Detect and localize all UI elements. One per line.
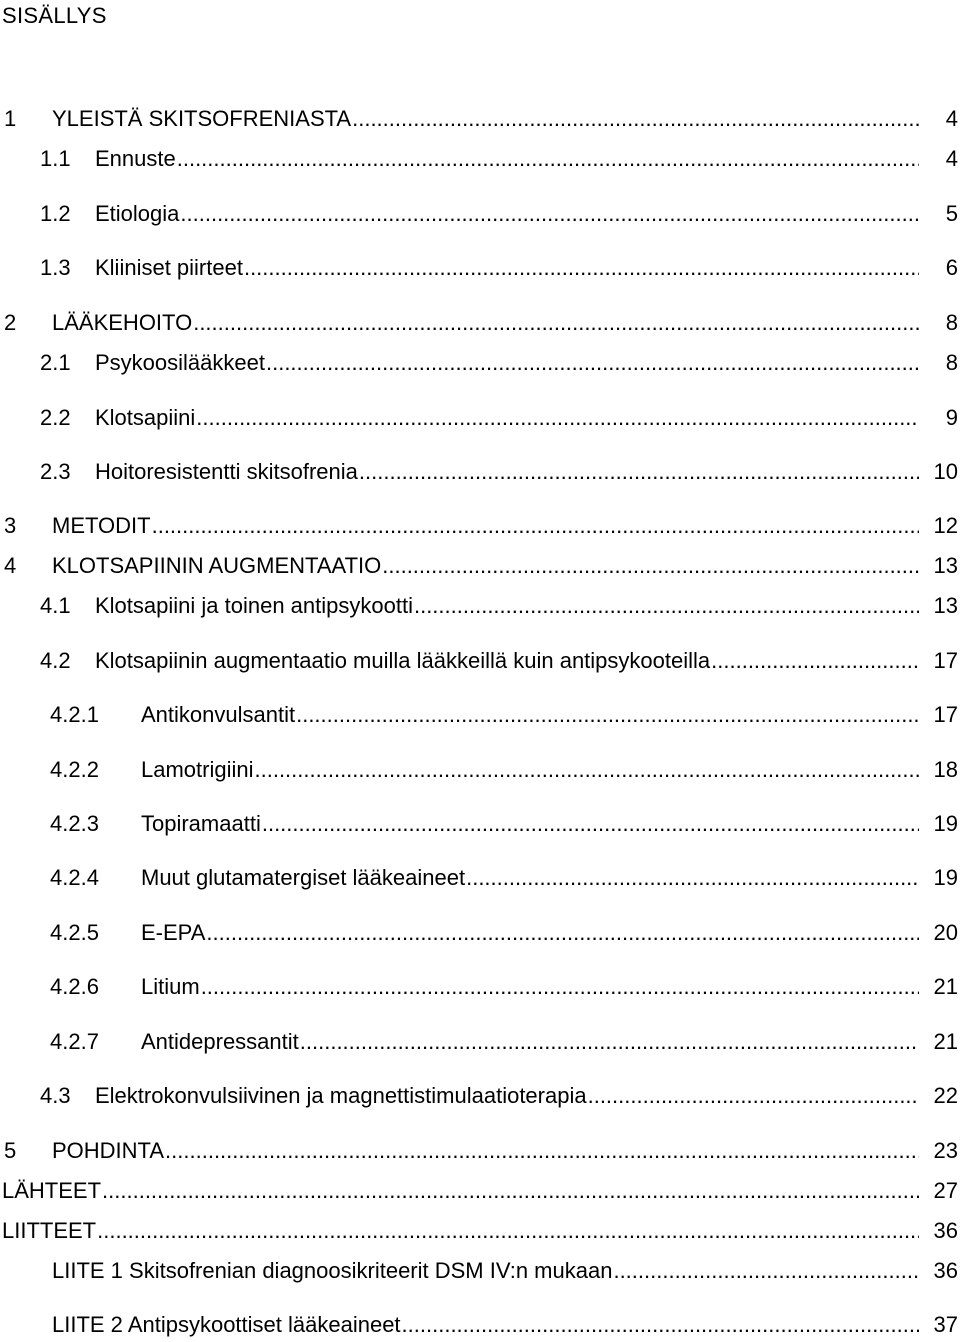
toc-entry-number: 1 bbox=[4, 106, 17, 131]
toc-entry-page-number: 6 bbox=[945, 255, 958, 280]
dot-leader bbox=[262, 809, 919, 839]
toc-entry-label: LIITE 2 Antipsykoottiset lääkeaineet bbox=[52, 1312, 401, 1337]
toc-entry-number: 3 bbox=[4, 513, 17, 538]
toc-entry-number: 4.2 bbox=[40, 648, 71, 673]
toc-entry-line bbox=[95, 253, 920, 283]
toc-entry-page-number: 4 bbox=[945, 106, 958, 131]
toc-entry[interactable] bbox=[0, 1256, 960, 1286]
toc-entry-line bbox=[52, 1256, 920, 1286]
toc-entry[interactable] bbox=[0, 646, 960, 676]
toc-entry-line bbox=[141, 972, 920, 1002]
dot-leader bbox=[613, 1256, 919, 1286]
toc-entry-number: 2.3 bbox=[40, 459, 71, 484]
toc-entry[interactable] bbox=[0, 253, 960, 283]
toc-entry-number: 4.2.5 bbox=[50, 920, 99, 945]
toc-entry-label: Kliiniset piirteet bbox=[95, 255, 243, 280]
toc-entry[interactable] bbox=[0, 1310, 960, 1340]
toc-entry-label: Elektrokonvulsiivinen ja magnettistimulaatioterapia bbox=[95, 1083, 587, 1108]
toc-entry-page-number: 12 bbox=[933, 513, 958, 538]
toc-entry-label: Etiologia bbox=[95, 201, 180, 226]
toc-entry[interactable] bbox=[0, 308, 960, 338]
toc-entry-line bbox=[52, 104, 920, 134]
toc-entry[interactable] bbox=[0, 348, 960, 378]
dot-leader bbox=[359, 457, 919, 487]
toc-entry-number: 2 bbox=[4, 310, 17, 335]
toc-entry[interactable] bbox=[0, 700, 960, 730]
toc-entry[interactable] bbox=[0, 918, 960, 948]
toc-entry-number: 4.2.3 bbox=[50, 811, 99, 836]
toc-entry-number: 4.2.4 bbox=[50, 865, 99, 890]
toc-entry[interactable] bbox=[0, 1136, 960, 1166]
toc-entry-page-number: 9 bbox=[945, 405, 958, 430]
dot-leader bbox=[201, 972, 919, 1002]
toc-entry-label: Psykoosilääkkeet bbox=[95, 350, 265, 375]
toc-entry-page-number: 36 bbox=[933, 1218, 958, 1243]
toc-entry-number: 4.2.7 bbox=[50, 1029, 99, 1054]
toc-entry-page-number: 21 bbox=[933, 1029, 958, 1054]
toc-entry[interactable] bbox=[0, 1176, 960, 1206]
toc-entry-line bbox=[141, 918, 920, 948]
dot-leader bbox=[97, 1216, 919, 1246]
toc-entry-number: 2.1 bbox=[40, 350, 71, 375]
toc-entry[interactable] bbox=[0, 591, 960, 621]
toc-entry[interactable] bbox=[0, 1081, 960, 1111]
toc-entry[interactable] bbox=[0, 551, 960, 581]
toc-entry[interactable] bbox=[0, 1216, 960, 1246]
toc-entry-label: Klotsapiini ja toinen antipsykootti bbox=[95, 593, 413, 618]
dot-leader bbox=[266, 348, 919, 378]
toc-entry-line bbox=[141, 1027, 920, 1057]
toc-entry-page-number: 36 bbox=[933, 1258, 958, 1283]
toc-entry-number: 1.1 bbox=[40, 146, 71, 171]
dot-leader bbox=[180, 199, 919, 229]
toc-entry[interactable] bbox=[0, 144, 960, 174]
toc-entry-line bbox=[95, 1081, 920, 1111]
toc-entry-number: 4.2.1 bbox=[50, 702, 99, 727]
toc-entry-label: Topiramaatti bbox=[141, 811, 261, 836]
toc-entry-number: 1.3 bbox=[40, 255, 71, 280]
toc-entry-label: Antidepressantit bbox=[141, 1029, 299, 1054]
toc-entry[interactable] bbox=[0, 1027, 960, 1057]
toc-entry[interactable] bbox=[0, 809, 960, 839]
toc-entry-label: Ennuste bbox=[95, 146, 176, 171]
toc-entry-page-number: 18 bbox=[933, 757, 958, 782]
dot-leader bbox=[352, 104, 919, 134]
toc-entry-page-number: 22 bbox=[933, 1083, 958, 1108]
toc-entry[interactable] bbox=[0, 511, 960, 541]
toc-entry-label: METODIT bbox=[52, 513, 151, 538]
toc-entry[interactable] bbox=[0, 199, 960, 229]
toc-entry-line bbox=[141, 755, 920, 785]
toc-entry-label: Klotsapiini bbox=[95, 405, 196, 430]
toc-entry-page-number: 17 bbox=[933, 702, 958, 727]
toc-entry[interactable] bbox=[0, 104, 960, 134]
toc-entry-label: LÄHTEET bbox=[2, 1178, 102, 1203]
dot-leader bbox=[414, 591, 919, 621]
toc-entry-page-number: 17 bbox=[933, 648, 958, 673]
page-title: SISÄLLYS bbox=[2, 3, 107, 28]
toc-entry-label: POHDINTA bbox=[52, 1138, 165, 1163]
dot-leader bbox=[588, 1081, 919, 1111]
toc-entry-line bbox=[95, 403, 920, 433]
toc-entry-line bbox=[2, 1176, 920, 1206]
toc-entry-page-number: 8 bbox=[945, 310, 958, 335]
toc-entry-label: Hoitoresistentti skitsofrenia bbox=[95, 459, 358, 484]
dot-leader bbox=[165, 1136, 919, 1166]
toc-entry-page-number: 20 bbox=[933, 920, 958, 945]
dot-leader bbox=[466, 863, 919, 893]
toc-entry[interactable] bbox=[0, 457, 960, 487]
toc-entry-line bbox=[95, 457, 920, 487]
toc-entry-page-number: 21 bbox=[933, 974, 958, 999]
toc-entry-number: 4.1 bbox=[40, 593, 71, 618]
toc-entry-line bbox=[52, 551, 920, 581]
dot-leader bbox=[193, 308, 919, 338]
toc-entry-page-number: 23 bbox=[933, 1138, 958, 1163]
toc-entry-number: 4.3 bbox=[40, 1083, 71, 1108]
toc-entry-number: 4.2.6 bbox=[50, 974, 99, 999]
toc-entry-label: Litium bbox=[141, 974, 200, 999]
toc-entry-label: Lamotrigiini bbox=[141, 757, 254, 782]
dot-leader bbox=[102, 1176, 919, 1206]
dot-leader bbox=[402, 1310, 919, 1340]
toc-entry-page-number: 37 bbox=[933, 1312, 958, 1337]
toc-entry-number: 1.2 bbox=[40, 201, 71, 226]
toc-entry-line bbox=[52, 1310, 920, 1340]
toc-entry-label: LIITTEET bbox=[2, 1218, 97, 1243]
dot-leader bbox=[177, 144, 919, 174]
toc-entry-label: Muut glutamatergiset lääkeaineet bbox=[141, 865, 466, 890]
toc-entry-page-number: 4 bbox=[945, 146, 958, 171]
toc-entry-line bbox=[95, 199, 920, 229]
toc-entry-page-number: 27 bbox=[933, 1178, 958, 1203]
toc-entry-line bbox=[95, 591, 920, 621]
toc-entry-line bbox=[52, 1136, 920, 1166]
toc-entry-label: E-EPA bbox=[141, 920, 206, 945]
toc-entry-number: 4 bbox=[4, 553, 17, 578]
toc-entry-line bbox=[95, 646, 920, 676]
toc-entry-page-number: 19 bbox=[933, 865, 958, 890]
toc-entry-line bbox=[95, 144, 920, 174]
toc-entry-page-number: 13 bbox=[933, 553, 958, 578]
dot-leader bbox=[255, 755, 920, 785]
toc-entry[interactable] bbox=[0, 403, 960, 433]
toc-entry-page-number: 13 bbox=[933, 593, 958, 618]
toc-entry-label: LÄÄKEHOITO bbox=[52, 310, 193, 335]
toc-entry-line bbox=[95, 348, 920, 378]
toc-entry[interactable] bbox=[0, 755, 960, 785]
toc-entry-label: LIITE 1 Skitsofrenian diagnoosikriteerit DSM IV:n mukaan bbox=[52, 1258, 613, 1283]
toc-entry-page-number: 19 bbox=[933, 811, 958, 836]
toc-entry-number: 2.2 bbox=[40, 405, 71, 430]
toc-entry-label: Antikonvulsantit bbox=[141, 702, 296, 727]
dot-leader bbox=[300, 1027, 919, 1057]
toc-entry-line bbox=[141, 700, 920, 730]
toc-entry-number: 5 bbox=[4, 1138, 17, 1163]
toc-entry-page-number: 8 bbox=[945, 350, 958, 375]
toc-entry[interactable] bbox=[0, 972, 960, 1002]
toc-entry-line bbox=[52, 511, 920, 541]
dot-leader bbox=[152, 511, 919, 541]
toc-entry-label: Klotsapiinin augmentaatio muilla lääkkeillä kuin antipsykooteilla bbox=[95, 648, 711, 673]
dot-leader bbox=[382, 551, 919, 581]
toc-entry-number: 4.2.2 bbox=[50, 757, 99, 782]
dot-leader bbox=[296, 700, 919, 730]
toc-entry-line bbox=[52, 308, 920, 338]
toc-entry-label: YLEISTÄ SKITSOFRENIASTA bbox=[52, 106, 352, 131]
toc-entry-label: KLOTSAPIININ AUGMENTAATIO bbox=[52, 553, 382, 578]
dot-leader bbox=[244, 253, 919, 283]
toc-entry-line bbox=[141, 863, 920, 893]
toc-entry-page-number: 5 bbox=[945, 201, 958, 226]
toc-entry-line bbox=[2, 1216, 920, 1246]
toc-entry-page-number: 10 bbox=[933, 459, 958, 484]
dot-leader bbox=[196, 403, 919, 433]
dot-leader bbox=[206, 918, 919, 948]
toc-entry[interactable] bbox=[0, 863, 960, 893]
toc-entry-line bbox=[141, 809, 920, 839]
dot-leader bbox=[711, 646, 919, 676]
